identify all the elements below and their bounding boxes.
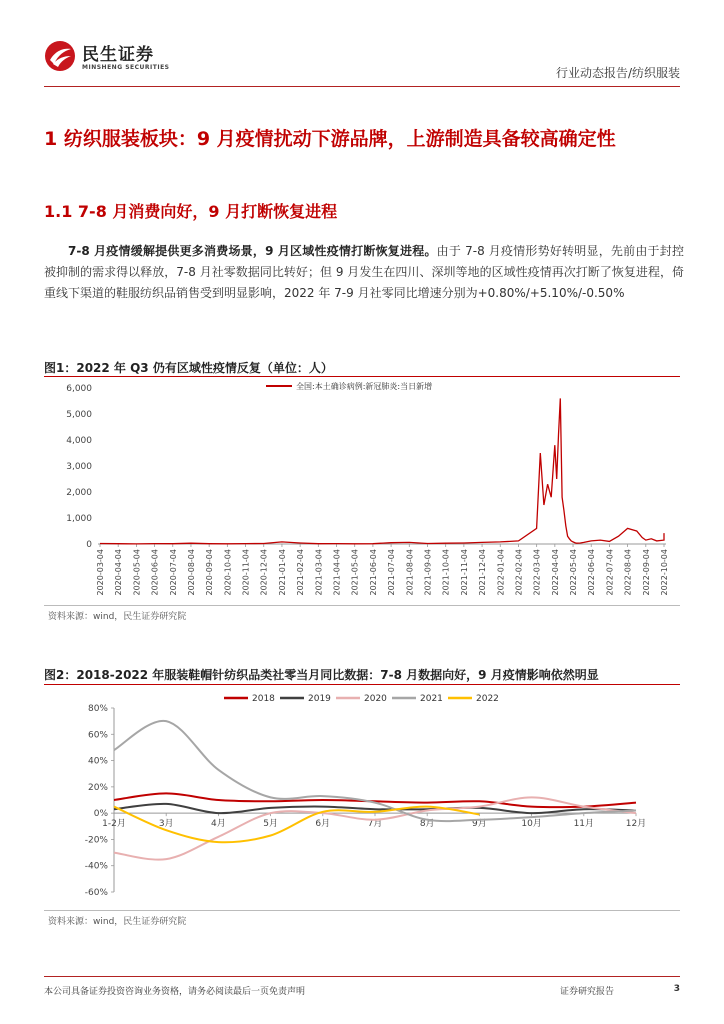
chart2-legend-label: 2021 — [420, 694, 443, 704]
body-paragraph — [44, 241, 684, 304]
chart1-series-line — [100, 398, 664, 544]
chart1-legend-label: 全国:本土确诊病例:新冠肺炎:当日新增 — [296, 382, 433, 391]
chart1-x-tick-label: 2022-06-04 — [587, 549, 597, 596]
chart1-x-tick-label: 2021-08-04 — [405, 549, 415, 596]
figure2-bottom-rule — [44, 910, 680, 911]
figure1-chart — [44, 378, 680, 606]
header-divider — [44, 86, 680, 87]
chart2-y-tick-label: -20% — [84, 835, 108, 846]
logo-english-name: MINSHENG SECURITIES — [82, 64, 170, 71]
chart1-x-tick-label: 2020-11-04 — [241, 549, 251, 596]
figure2-top-rule — [44, 684, 680, 685]
chart1-x-tick-label: 2020-03-04 — [96, 549, 105, 596]
minsheng-logo-icon — [44, 40, 76, 72]
chart1-x-tick-label: 2020-06-04 — [150, 549, 160, 596]
figure1-source: 资料来源：wind，民生证券研究院 — [48, 612, 187, 622]
chart2-series-lines — [114, 721, 636, 860]
chart2-x-tick-label: 7月 — [367, 819, 383, 830]
subsection-heading: 1.1 7-8 月消费向好，9 月打断恢复进程 — [44, 202, 338, 221]
chart1-x-tick-label: 2020-09-04 — [205, 549, 215, 596]
chart2-x-tick-label: 9月 — [472, 819, 487, 830]
figure1-bottom-rule — [44, 605, 680, 606]
chart1-x-tick-label: 2022-09-04 — [641, 549, 651, 596]
chart2-legend-label: 2018 — [252, 694, 275, 704]
chart1-y-tick-label: 6,000 — [66, 384, 92, 394]
chart1-x-tick-label: 2020-12-04 — [259, 549, 269, 596]
chart1-x-tick-label: 2021-06-04 — [368, 549, 378, 596]
chart2-axes — [114, 708, 636, 892]
chart1-x-tick-label: 2022-01-04 — [496, 549, 506, 596]
chart2-y-tick-label: 80% — [87, 704, 108, 714]
chart2-legend — [224, 694, 499, 704]
chart2-y-tick-label: -40% — [84, 861, 108, 872]
chart1-x-tick-label: 2021-02-04 — [296, 549, 306, 596]
chart1-x-tick-label: 2021-07-04 — [387, 549, 397, 596]
chart1-x-tick-label: 2021-04-04 — [332, 549, 342, 596]
chart1-x-tick-label: 2022-10-04 — [660, 549, 669, 596]
chart2-y-tick-label: 0% — [93, 809, 108, 820]
chart1-y-tick-label: 0 — [86, 540, 92, 550]
figure2-title: 图2：2018-2022 年服装鞋帽针纺织品类社零当月同比数据：7-8 月数据向好，9 月疫情影响依然明显 — [44, 668, 599, 682]
chart2-legend-label: 2022 — [476, 694, 499, 704]
chart1-y-tick-label: 3,000 — [66, 462, 92, 472]
chart1-x-tick-label: 2021-10-04 — [441, 549, 451, 596]
chart2-x-tick-label: 1-2月 — [102, 819, 126, 830]
chart1-x-tick-label: 2022-07-04 — [605, 549, 615, 596]
chart1-y-tick-label: 1,000 — [66, 514, 92, 524]
chart2-x-tick-label: 8月 — [419, 819, 435, 830]
page-header — [0, 0, 724, 90]
paragraph-body: 由于 7-8 月疫情形势好转明显，先前由于封控被抑制的需求得以释放，7-8 月社零数据同比转好；但 9 月发生在四川、深圳等地的区域性疫情再次打断了恢复进程，倚重线下渠道的鞋服纺织品销售受到明显影响，2022 年 7-9 月社零同比增速分别为+0.80%/+5.10%/-0.50% — [44, 244, 684, 300]
chart2-y-tick-label: -60% — [84, 888, 108, 898]
chart2-y-tick-label: 20% — [87, 782, 108, 793]
chart1-x-tick-label: 2020-08-04 — [186, 549, 196, 596]
footer-divider — [44, 976, 680, 977]
page-number: 3 — [673, 984, 680, 994]
chart2-series-2021 — [114, 721, 636, 821]
figure1-top-rule — [44, 376, 680, 377]
chart1-x-tick-label: 2021-03-04 — [314, 549, 324, 596]
chart1-y-tick-label: 2,000 — [66, 488, 92, 498]
logo-chinese-name: 民生证券 — [82, 45, 154, 65]
footer-disclaimer: 本公司具备证券投资咨询业务资格，请务必阅读最后一页免责声明 — [44, 987, 306, 997]
chart1-x-tick-label: 2022-03-04 — [532, 549, 542, 596]
chart2-legend-label: 2019 — [308, 694, 331, 704]
chart1-x-ticks — [96, 544, 669, 596]
chart1-y-tick-label: 5,000 — [66, 410, 92, 420]
chart1-x-tick-label: 2021-11-04 — [459, 549, 469, 596]
chart1-x-tick-label: 2020-10-04 — [223, 549, 233, 596]
chart1-x-tick-label: 2020-05-04 — [132, 549, 142, 596]
chart1-x-tick-label: 2022-08-04 — [623, 549, 633, 596]
chart2-x-tick-label: 6月 — [315, 819, 331, 830]
chart2-y-tick-label: 60% — [87, 730, 108, 741]
chart1-x-tick-label: 2020-07-04 — [168, 549, 178, 596]
chart1-x-tick-label: 2022-02-04 — [514, 549, 524, 596]
chart1-x-tick-label: 2020-04-04 — [114, 549, 124, 596]
chart2-x-tick-label: 11月 — [573, 819, 595, 830]
chart1-y-ticks — [66, 384, 92, 550]
chart1-legend — [266, 381, 432, 391]
chart2-x-ticks — [102, 813, 646, 829]
company-logo — [44, 40, 184, 76]
chart2-x-tick-label: 10月 — [521, 819, 542, 830]
chart1-x-tick-label: 2021-01-04 — [277, 549, 287, 596]
chart2-y-tick-label: 40% — [87, 756, 108, 767]
chart1-x-tick-label: 2021-09-04 — [423, 549, 433, 596]
chart2-x-tick-label: 4月 — [211, 819, 226, 830]
figure2-source: 资料来源：wind，民生证券研究院 — [48, 917, 187, 927]
chart1-x-tick-label: 2022-05-04 — [569, 549, 579, 596]
footer-report-type: 证券研究报告 — [560, 987, 615, 997]
chart2-legend-label: 2020 — [364, 694, 387, 704]
paragraph-lead: 7-8 月疫情缓解提供更多消费场景，9 月区域性疫情打断恢复进程。 — [68, 244, 437, 258]
chart2-x-tick-label: 3月 — [158, 819, 174, 830]
section-heading: 1 纺织服装板块：9 月疫情扰动下游品牌，上游制造具备较高确定性 — [44, 128, 616, 150]
chart1-x-tick-label: 2021-12-04 — [478, 549, 488, 596]
chart1-x-tick-label: 2022-04-04 — [550, 549, 560, 596]
chart2-y-ticks — [85, 704, 114, 898]
figure2-chart — [44, 688, 680, 910]
chart1-x-tick-label: 2021-05-04 — [350, 549, 360, 596]
chart2-x-tick-label: 5月 — [263, 819, 278, 830]
figure1-title: 图1：2022 年 Q3 仍有区域性疫情反复（单位：人） — [44, 361, 333, 375]
chart1-y-tick-label: 4,000 — [66, 436, 92, 446]
chart2-x-tick-label: 12月 — [625, 819, 647, 830]
report-category: 行业动态报告/纺织服装 — [555, 66, 680, 80]
